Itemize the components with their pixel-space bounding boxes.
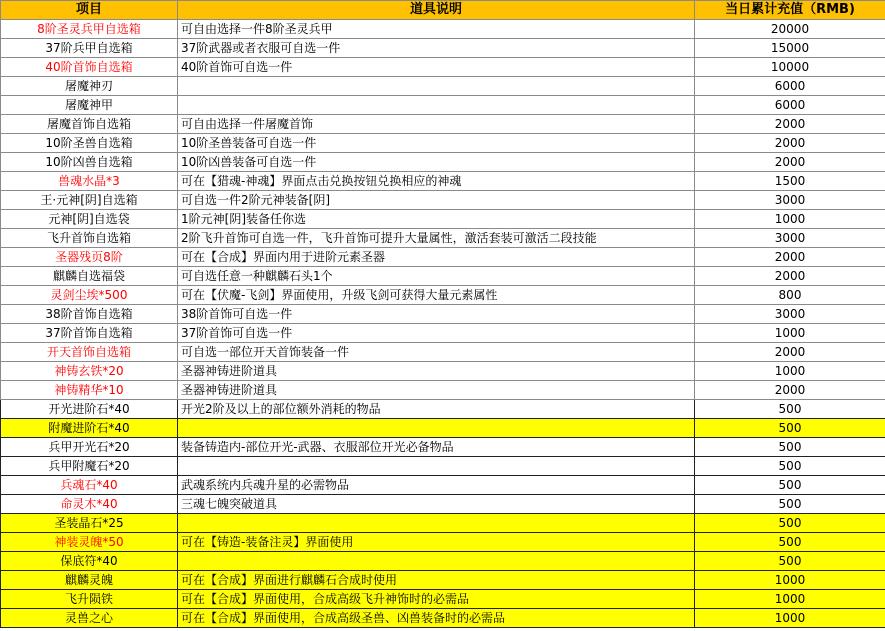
item-cell[interactable]: 保底符*40 <box>1 552 178 571</box>
recharge-amount-cell[interactable]: 2000 <box>695 267 885 286</box>
item-cell[interactable]: 元神[阴]自选袋 <box>1 210 178 229</box>
description-cell[interactable]: 圣器神铸进阶道具 <box>178 381 695 400</box>
recharge-amount-cell[interactable]: 10000 <box>695 58 885 77</box>
table-body <box>1 20 885 628</box>
table-row <box>1 476 885 495</box>
item-cell[interactable]: 麒麟自选福袋 <box>1 267 178 286</box>
description-cell[interactable]: 可自选一部位开天首饰装备一件 <box>178 343 695 362</box>
recharge-amount-cell[interactable]: 500 <box>695 495 885 514</box>
item-cell[interactable]: 兵魂石*40 <box>1 476 178 495</box>
description-cell[interactable]: 37阶武器或者衣服可自选一件 <box>178 39 695 58</box>
item-cell[interactable]: 神铸精华*10 <box>1 381 178 400</box>
item-cell[interactable]: 屠魔首饰自选箱 <box>1 115 178 134</box>
description-cell[interactable]: 武魂系统内兵魂升星的必需物品 <box>178 476 695 495</box>
item-cell[interactable]: 37阶首饰自选箱 <box>1 324 178 343</box>
column-header-recharge-amount[interactable]: 当日累计充值（RMB) <box>695 1 885 20</box>
table-row <box>1 20 885 39</box>
description-cell[interactable]: 可自选任意一种麒麟石头1个 <box>178 267 695 286</box>
table-row <box>1 286 885 305</box>
item-cell[interactable]: 灵剑尘埃*500 <box>1 286 178 305</box>
table-row <box>1 115 885 134</box>
description-cell[interactable]: 37阶首饰可自选一件 <box>178 324 695 343</box>
description-cell[interactable] <box>178 457 695 476</box>
table-row <box>1 381 885 400</box>
item-cell[interactable]: 40阶首饰自选箱 <box>1 58 178 77</box>
item-cell[interactable]: 圣器残页8阶 <box>1 248 178 267</box>
item-cell[interactable]: 神装灵魄*50 <box>1 533 178 552</box>
table-row <box>1 134 885 153</box>
table-row <box>1 229 885 248</box>
description-cell[interactable]: 三魂七魄突破道具 <box>178 495 695 514</box>
table-row <box>1 210 885 229</box>
item-cell[interactable]: 灵兽之心 <box>1 609 178 628</box>
table-row <box>1 419 885 438</box>
description-cell[interactable]: 可在【铸造-装备注灵】界面使用 <box>178 533 695 552</box>
description-cell[interactable]: 圣器神铸进阶道具 <box>178 362 695 381</box>
table-row <box>1 77 885 96</box>
recharge-amount-cell[interactable]: 2000 <box>695 134 885 153</box>
item-cell[interactable]: 10阶圣兽自选箱 <box>1 134 178 153</box>
table-row <box>1 362 885 381</box>
table-row <box>1 267 885 286</box>
item-cell[interactable]: 神铸玄铁*20 <box>1 362 178 381</box>
recharge-amount-cell[interactable]: 20000 <box>695 20 885 39</box>
description-cell[interactable]: 2阶飞升首饰可自选一件，飞升首饰可提升大量属性，激活套装可激活二段技能 <box>178 229 695 248</box>
item-cell[interactable]: 王·元神[阴]自选箱 <box>1 191 178 210</box>
recharge-amount-cell[interactable]: 800 <box>695 286 885 305</box>
recharge-amount-cell[interactable]: 3000 <box>695 191 885 210</box>
description-cell[interactable] <box>178 419 695 438</box>
item-cell[interactable]: 圣装晶石*25 <box>1 514 178 533</box>
table-row <box>1 248 885 267</box>
recharge-amount-cell[interactable]: 1000 <box>695 362 885 381</box>
recharge-amount-cell[interactable]: 500 <box>695 514 885 533</box>
table-row <box>1 191 885 210</box>
table-row <box>1 343 885 362</box>
description-cell[interactable]: 可在【合成】界面使用，合成高级飞升神饰时的必需品 <box>178 590 695 609</box>
recharge-amount-cell[interactable]: 500 <box>695 533 885 552</box>
description-cell[interactable]: 开光2阶及以上的部位额外消耗的物品 <box>178 400 695 419</box>
recharge-amount-cell[interactable]: 500 <box>695 457 885 476</box>
item-cell[interactable]: 麒麟灵魄 <box>1 571 178 590</box>
recharge-amount-cell[interactable]: 2000 <box>695 153 885 172</box>
recharge-amount-cell[interactable]: 2000 <box>695 343 885 362</box>
recharge-amount-cell[interactable]: 500 <box>695 400 885 419</box>
item-cell[interactable]: 兽魂水晶*3 <box>1 172 178 191</box>
recharge-amount-cell[interactable]: 1000 <box>695 324 885 343</box>
table-row <box>1 609 885 628</box>
recharge-amount-cell[interactable]: 3000 <box>695 229 885 248</box>
table-row <box>1 590 885 609</box>
recharge-amount-cell[interactable]: 2000 <box>695 248 885 267</box>
item-cell[interactable]: 38阶首饰自选箱 <box>1 305 178 324</box>
table-row <box>1 58 885 77</box>
item-cell[interactable]: 飞升陨铁 <box>1 590 178 609</box>
table-row <box>1 438 885 457</box>
recharge-amount-cell[interactable]: 500 <box>695 438 885 457</box>
recharge-amount-cell[interactable]: 2000 <box>695 381 885 400</box>
table-row <box>1 96 885 115</box>
item-cell[interactable]: 屠魔神刃 <box>1 77 178 96</box>
recharge-amount-cell[interactable]: 1000 <box>695 609 885 628</box>
recharge-amount-cell[interactable]: 1000 <box>695 590 885 609</box>
item-cell[interactable]: 屠魔神甲 <box>1 96 178 115</box>
column-header-item[interactable]: 项目 <box>1 1 178 20</box>
item-cell[interactable]: 兵甲附魔石*20 <box>1 457 178 476</box>
recharge-amount-cell[interactable]: 500 <box>695 476 885 495</box>
recharge-amount-cell[interactable]: 6000 <box>695 96 885 115</box>
description-cell[interactable]: 可在【伏魔-飞剑】界面使用，升级飞剑可获得大量元素属性 <box>178 286 695 305</box>
description-cell[interactable] <box>178 77 695 96</box>
table-row <box>1 552 885 571</box>
recharge-amount-cell[interactable]: 6000 <box>695 77 885 96</box>
table-row <box>1 324 885 343</box>
table-row <box>1 305 885 324</box>
description-cell[interactable] <box>178 552 695 571</box>
table-row <box>1 39 885 58</box>
description-cell[interactable]: 40阶首饰可自选一件 <box>178 58 695 77</box>
table-row <box>1 457 885 476</box>
recharge-amount-cell[interactable]: 1500 <box>695 172 885 191</box>
recharge-amount-cell[interactable]: 3000 <box>695 305 885 324</box>
recharge-amount-cell[interactable]: 1000 <box>695 210 885 229</box>
table-row <box>1 571 885 590</box>
description-cell[interactable]: 1阶元神[阴]装备任你选 <box>178 210 695 229</box>
table-row <box>1 495 885 514</box>
table-row <box>1 514 885 533</box>
recharge-amount-cell[interactable]: 500 <box>695 552 885 571</box>
recharge-amount-cell[interactable]: 2000 <box>695 115 885 134</box>
item-cell[interactable]: 兵甲开光石*20 <box>1 438 178 457</box>
recharge-amount-cell[interactable]: 1000 <box>695 571 885 590</box>
description-cell[interactable]: 装备铸造内-部位开光-武器、衣服部位开光必备物品 <box>178 438 695 457</box>
description-cell[interactable]: 可在【合成】界面进行麒麟石合成时使用 <box>178 571 695 590</box>
recharge-amount-cell[interactable]: 500 <box>695 419 885 438</box>
item-cell[interactable]: 开光进阶石*40 <box>1 400 178 419</box>
description-cell[interactable]: 38阶首饰可自选一件 <box>178 305 695 324</box>
description-cell[interactable]: 可自选一件2阶元神装备[阴] <box>178 191 695 210</box>
table-row <box>1 533 885 552</box>
item-cell[interactable]: 命灵木*40 <box>1 495 178 514</box>
description-cell[interactable]: 可自由选择一件8阶圣灵兵甲 <box>178 20 695 39</box>
description-cell[interactable]: 可在【合成】界面内用于进阶元素圣器 <box>178 248 695 267</box>
description-cell[interactable]: 可在【合成】界面使用，合成高级圣兽、凶兽装备时的必需品 <box>178 609 695 628</box>
description-cell[interactable]: 可自由选择一件屠魔首饰 <box>178 115 695 134</box>
description-cell[interactable]: 10阶圣兽装备可自选一件 <box>178 134 695 153</box>
table-row <box>1 153 885 172</box>
description-cell[interactable]: 可在【猎魂-神魂】界面点击兑换按钮兑换相应的神魂 <box>178 172 695 191</box>
item-cell[interactable]: 开天首饰自选箱 <box>1 343 178 362</box>
item-cell[interactable]: 飞升首饰自选箱 <box>1 229 178 248</box>
description-cell[interactable] <box>178 514 695 533</box>
table-row <box>1 400 885 419</box>
item-cell[interactable]: 8阶圣灵兵甲自选箱 <box>1 20 178 39</box>
description-cell[interactable]: 10阶凶兽装备可自选一件 <box>178 153 695 172</box>
item-cell[interactable]: 37阶兵甲自选箱 <box>1 39 178 58</box>
description-cell[interactable] <box>178 96 695 115</box>
item-cell[interactable]: 附魔进阶石*40 <box>1 419 178 438</box>
item-cell[interactable]: 10阶凶兽自选箱 <box>1 153 178 172</box>
table-row <box>1 172 885 191</box>
recharge-amount-cell[interactable]: 15000 <box>695 39 885 58</box>
header-row <box>1 1 885 20</box>
column-header-description[interactable]: 道具说明 <box>178 1 695 20</box>
